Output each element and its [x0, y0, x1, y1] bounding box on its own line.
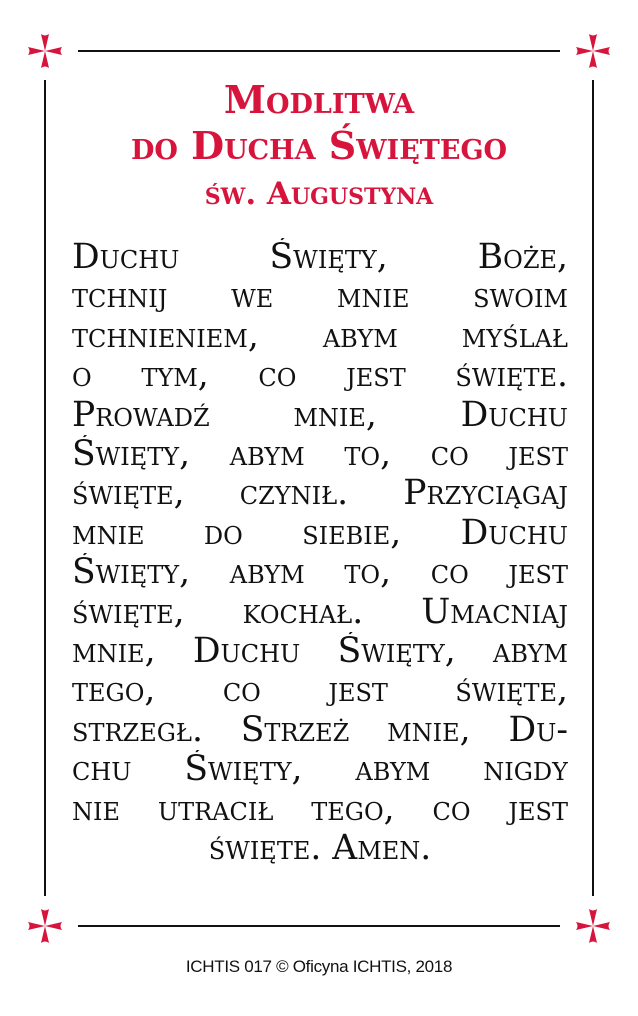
- prayer-line: mnie do siebie, Duchu: [72, 513, 568, 553]
- prayer-line: święte. Amen.: [208, 829, 432, 869]
- cross-icon: [25, 31, 65, 71]
- border-right: [592, 80, 594, 896]
- prayer-line: tchnij we mnie swoim: [72, 277, 568, 317]
- prayer-line: święte, czynił. Przyciągaj: [72, 474, 568, 514]
- footer-copyright: ICHTIS 017 © Oficyna ICHTIS, 2018: [185, 957, 453, 976]
- prayer-line: chu Święty, abym nigdy: [72, 750, 568, 790]
- title-line-3: św. Augustyna: [204, 176, 434, 212]
- border-top: [78, 50, 560, 52]
- prayer-line: o tym, co jest święte.: [72, 356, 568, 396]
- cross-icon: [573, 31, 613, 71]
- prayer-line: Święty, abym to, co jest: [72, 553, 568, 593]
- prayer-line: Duchu Święty, Boże,: [72, 238, 568, 277]
- cross-icon: [573, 906, 613, 946]
- prayer-text: [72, 238, 568, 869]
- title-line-2: do Ducha Świętego: [130, 123, 508, 168]
- title-line-1: Modlitwa: [223, 77, 415, 122]
- border-bottom: [78, 925, 560, 927]
- prayer-line: tego, co jest święte,: [72, 671, 568, 711]
- prayer-line: mnie, Duchu Święty, abym: [72, 632, 568, 672]
- prayer-line: święte, kochał. Umacniaj: [72, 592, 568, 632]
- prayer-line: tchnieniem, abym myślał: [72, 316, 568, 356]
- prayer-line: nie utracił tego, co jest: [72, 789, 568, 829]
- prayer-line: Prowadź mnie, Duchu: [72, 395, 568, 435]
- prayer-line: strzegł. Strzeż mnie, Du-: [72, 710, 568, 750]
- border-left: [44, 80, 46, 896]
- cross-icon: [25, 906, 65, 946]
- prayer-line: Święty, abym to, co jest: [72, 435, 568, 475]
